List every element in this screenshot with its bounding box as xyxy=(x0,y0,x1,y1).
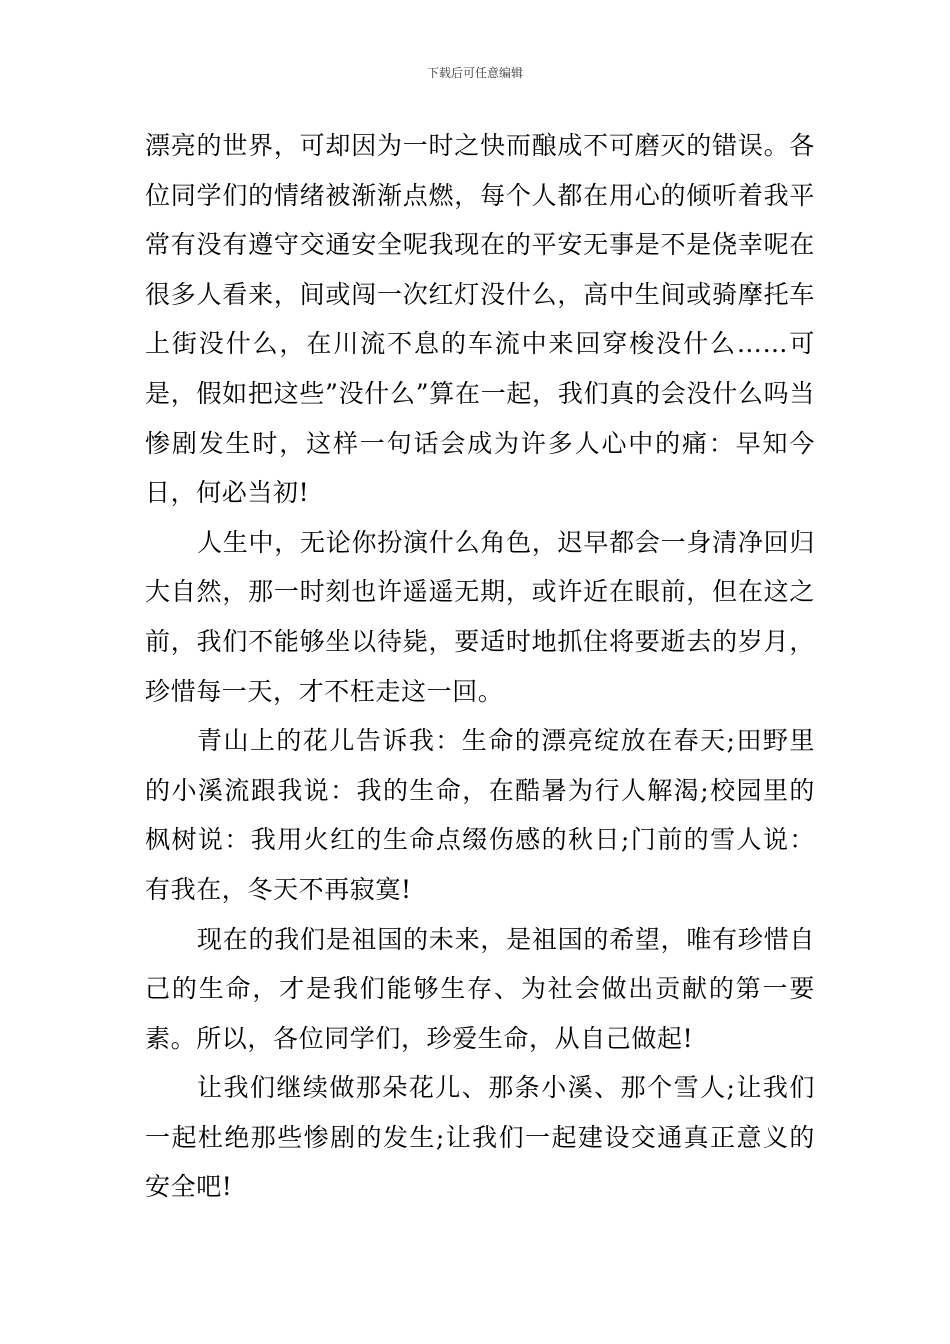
paragraph-nature-voices: 青山上的花儿告诉我：生命的漂亮绽放在春天;田野里的小溪流跟我说：我的生命，在酷暑为行人解渴;校园里的枫树说：我用火红的生命点缀伤感的秋日;门前的雪人说：有我在，冬天不再寂寞! xyxy=(145,726,815,904)
document-body xyxy=(145,121,815,1212)
page-header-note: 下载后可任意编辑 xyxy=(426,66,523,80)
paragraph-life-roles: 人生中，无论你扮演什么角色，迟早都会一身清净回归大自然，那一时刻也许遥遥无期，或许近在眼前，但在这之前，我们不能够坐以待毙，要适时地抓住将要逝去的岁月，珍惜每一天，才不枉走这一回。 xyxy=(145,527,815,706)
paragraph-continuation: 漂亮的世界，可却因为一时之快而酿成不可磨灭的错误。各位同学们的情绪被渐渐点燃，每个人都在用心的倾听着我平常有没有遵守交通安全呢我现在的平安无事是不是侥幸呢在很多人看来，间或闯一次红灯没什么，高中生间或骑摩托车上街没什么，在川流不息的车流中来回穿梭没什么……可是，假如把这些”没什么”算在一起，我们真的会没什么吗当惨剧发生时，这样一句话会成为许多人心中的痛：早知今日，何必当初! xyxy=(145,131,815,508)
paragraph-future-of-country: 现在的我们是祖国的未来，是祖国的希望，唯有珍惜自己的生命，才是我们能够生存、为社会做出贡献的第一要素。所以，各位同学们，珍爱生命，从自己做起! xyxy=(145,924,815,1053)
paragraph-closing-call: 让我们继续做那朵花儿、那条小溪、那个雪人;让我们一起杜绝那些惨剧的发生;让我们一起建设交通真正意义的安全吧! xyxy=(145,1073,815,1202)
